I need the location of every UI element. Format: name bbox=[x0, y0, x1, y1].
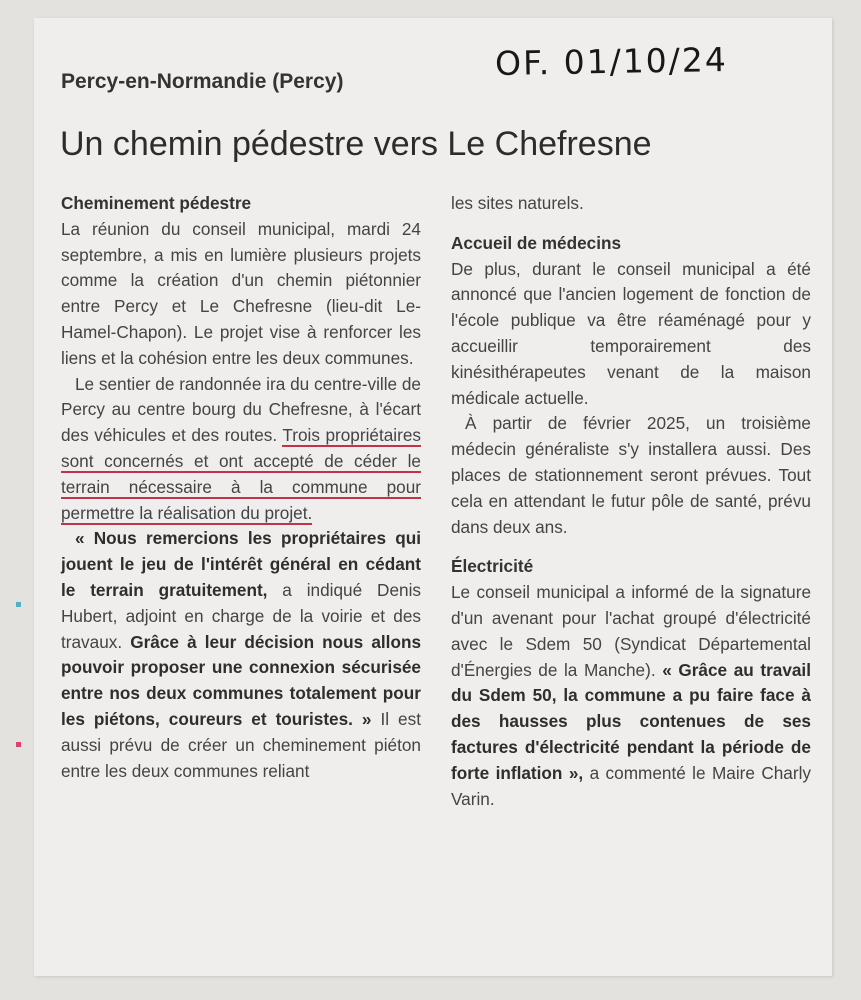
subhead-electricite: Électricité bbox=[451, 556, 534, 577]
paragraph-4: De plus, durant le conseil municipal a été annoncé que l'ancien logement de fonction de l'école publique va être réaménagé pour y accueillir temporairement des kinésithérapeutes venant de la maison médicale actuelle. bbox=[451, 258, 811, 408]
continued-text: les sites naturels. bbox=[451, 193, 584, 213]
paragraph-3 bbox=[61, 526, 421, 784]
quote-2: Grâce à leur décision nous allons pouvoir proposer une connexion sécurisée entre nos deux communes totalement pour les piétons, coureurs et touristes. » bbox=[61, 631, 422, 729]
attribution: a indiqué Denis Hubert, adjoint en charge de la voirie et des travaux. bbox=[61, 579, 421, 652]
subhead-cheminement: Cheminement pédestre bbox=[61, 193, 252, 213]
quote-3: « Grâce au travail du Sdem 50, la commune a pu faire face à des hausses plus contenues de ses factures d'électricité pendant la période de forte inflation », bbox=[451, 659, 811, 783]
location-kicker: Percy-en-Normandie (Percy) bbox=[61, 70, 344, 93]
paragraph-3-end: Il est aussi prévu de créer un cheminement piéton entre les deux communes reliant bbox=[61, 708, 421, 781]
paragraph-2 bbox=[61, 372, 421, 527]
paragraph-5: À partir de février 2025, un troisième médecin généraliste s'y installera aussi. Des places de stationnement seront prévues. Tout cela en attendant le futur pôle de santé, prévu dans deux ans. bbox=[451, 413, 811, 537]
paragraph-1: La réunion du conseil municipal, mardi 24 septembre, a mis en lumière plusieurs projets comme la création d'un chemin piétonnier entre Percy et Le Chefresne (lieu-dit Le-Hamel-Chapon). Le projet vise à renforcer les liens et la cohésion entre les deux communes. bbox=[61, 218, 421, 368]
handwritten-date: OF. 01/10/24 bbox=[494, 39, 729, 84]
paragraph-6-end: a commenté le Maire Charly Varin. bbox=[451, 762, 812, 809]
quote-1: « Nous remercions les propriétaires qui jouent le jeu de l'intérêt général en cédant le terrain gratuitement, bbox=[61, 528, 421, 600]
paragraph-6 bbox=[451, 580, 811, 812]
paragraph-2-text: Le sentier de randonnée ira du centre-ville de Percy au centre bourg du Chefresne, à l'écart des véhicules et des routes. bbox=[61, 373, 421, 446]
article-headline: Un chemin pédestre vers Le Chefresne bbox=[60, 125, 652, 163]
subhead-medecins: Accueil de médecins bbox=[451, 232, 622, 253]
pink-marker-dot bbox=[16, 742, 21, 747]
left-column bbox=[61, 191, 421, 784]
right-column bbox=[451, 191, 811, 812]
cyan-marker-dot bbox=[16, 602, 21, 607]
paragraph-6-text: Le conseil municipal a informé de la signature d'un avenant pour l'achat groupé d'électricité avec le Sdem 50 (Syndicat Départemental d'Énergies de la Manche). bbox=[451, 582, 811, 680]
underlined-passage: Trois propriétaires sont concernés et ont accepté de céder le terrain nécessaire à la commune pour permettre la réalisation du projet. bbox=[61, 425, 421, 523]
